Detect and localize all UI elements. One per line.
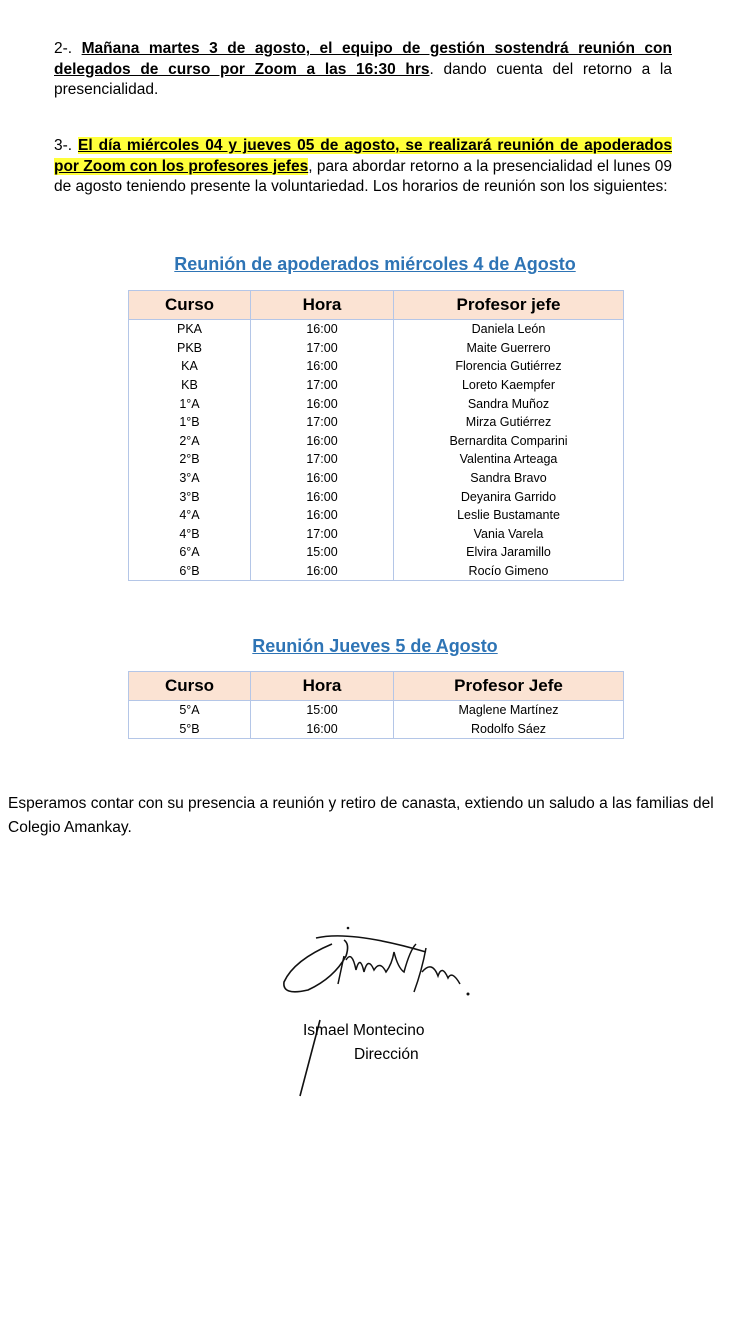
highlighted-emphasis-text: El día miércoles 04 y jueves 05 de agosto, se realizará reunión de apoderados por Zoom con los profesores jefes: [54, 137, 672, 175]
course-cell: 3°A: [129, 469, 251, 488]
course-cell: 4°B: [129, 525, 251, 544]
body-text: , para abordar retorno a la presencialidad el lunes 09 de agosto teniendo presente la voluntariedad. Los horarios de reunión son los siguientes:: [54, 157, 673, 196]
paragraph-item-2: [54, 39, 672, 101]
teacher-cell: Rodolfo Sáez: [394, 720, 624, 739]
teacher-cell: Sandra Muñoz: [394, 394, 624, 413]
table-row: [129, 506, 624, 525]
item-number: 3-.: [54, 137, 79, 154]
course-cell: 5°B: [129, 720, 251, 739]
item-number: 2-.: [54, 40, 82, 57]
teacher-cell: Vania Varela: [394, 525, 624, 544]
course-cell: KA: [129, 357, 251, 376]
closing-paragraph: Esperamos contar con su presencia a reunión y retiro de canasta, extiendo un saludo a las familias del Colegio Amankay.: [8, 795, 714, 836]
table-row: [129, 394, 624, 413]
teacher-cell: Elvira Jaramillo: [394, 543, 624, 562]
time-cell: 15:00: [251, 543, 394, 562]
time-cell: 17:00: [251, 339, 394, 358]
course-cell: 1°B: [129, 413, 251, 432]
signature-role: Dirección: [354, 1046, 419, 1063]
time-cell: 17:00: [251, 376, 394, 395]
course-cell: 6°B: [129, 562, 251, 581]
course-cell: KB: [129, 376, 251, 395]
table1-title: Reunión de apoderados miércoles 4 de Agosto: [174, 254, 576, 274]
time-cell: 15:00: [251, 701, 394, 720]
teacher-cell: Mirza Gutiérrez: [394, 413, 624, 432]
time-cell: 17:00: [251, 450, 394, 469]
schedule-table-wednesday: [128, 290, 624, 581]
table-row: [129, 376, 624, 395]
table-header-row: [129, 291, 624, 320]
teacher-cell: Daniela León: [394, 320, 624, 339]
table-row: [129, 525, 624, 544]
column-header-teacher: Profesor jefe: [394, 291, 624, 320]
column-header-time: Hora: [251, 291, 394, 320]
schedule-table-thursday: [128, 671, 624, 739]
time-cell: 16:00: [251, 506, 394, 525]
teacher-cell: Florencia Gutiérrez: [394, 357, 624, 376]
table-row: [129, 320, 624, 339]
teacher-cell: Loreto Kaempfer: [394, 376, 624, 395]
course-cell: 2°B: [129, 450, 251, 469]
time-cell: 16:00: [251, 487, 394, 506]
emphasis-text: Mañana martes 3 de agosto, el equipo de gestión sostendrá reunión con delegados de curso por Zoom a las 16:30 hrs: [54, 40, 672, 78]
table-row: [129, 720, 624, 739]
body-text: . dando cuenta del retorno a la presencialidad.: [54, 60, 672, 99]
time-cell: 16:00: [251, 469, 394, 488]
table-row: [129, 469, 624, 488]
teacher-cell: Sandra Bravo: [394, 469, 624, 488]
teacher-cell: Bernardita Comparini: [394, 432, 624, 451]
table-row: [129, 432, 624, 451]
table-row: [129, 339, 624, 358]
column-header-course: Curso: [129, 672, 251, 701]
table-row: [129, 562, 624, 581]
time-cell: 17:00: [251, 413, 394, 432]
teacher-cell: Maite Guerrero: [394, 339, 624, 358]
table-row: [129, 487, 624, 506]
teacher-cell: Maglene Martínez: [394, 701, 624, 720]
table-row: [129, 701, 624, 720]
course-cell: 5°A: [129, 701, 251, 720]
time-cell: 16:00: [251, 320, 394, 339]
table-header-row: [129, 672, 624, 701]
course-cell: 4°A: [129, 506, 251, 525]
time-cell: 16:00: [251, 432, 394, 451]
column-header-course: Curso: [129, 291, 251, 320]
time-cell: 17:00: [251, 525, 394, 544]
handwritten-signature: [276, 920, 496, 1100]
signature-name: Ismael Montecino: [303, 1022, 425, 1039]
teacher-cell: Rocío Gimeno: [394, 562, 624, 581]
course-cell: 2°A: [129, 432, 251, 451]
time-cell: 16:00: [251, 394, 394, 413]
table2-title: Reunión Jueves 5 de Agosto: [252, 636, 498, 656]
course-cell: 6°A: [129, 543, 251, 562]
time-cell: 16:00: [251, 720, 394, 739]
course-cell: 1°A: [129, 394, 251, 413]
teacher-cell: Leslie Bustamante: [394, 506, 624, 525]
column-header-teacher: Profesor Jefe: [394, 672, 624, 701]
course-cell: PKA: [129, 320, 251, 339]
table-row: [129, 543, 624, 562]
teacher-cell: Valentina Arteaga: [394, 450, 624, 469]
teacher-cell: Deyanira Garrido: [394, 487, 624, 506]
table-row: [129, 450, 624, 469]
table-row: [129, 357, 624, 376]
paragraph-item-3: [54, 136, 672, 198]
course-cell: PKB: [129, 339, 251, 358]
table-row: [129, 413, 624, 432]
time-cell: 16:00: [251, 562, 394, 581]
column-header-time: Hora: [251, 672, 394, 701]
time-cell: 16:00: [251, 357, 394, 376]
course-cell: 3°B: [129, 487, 251, 506]
